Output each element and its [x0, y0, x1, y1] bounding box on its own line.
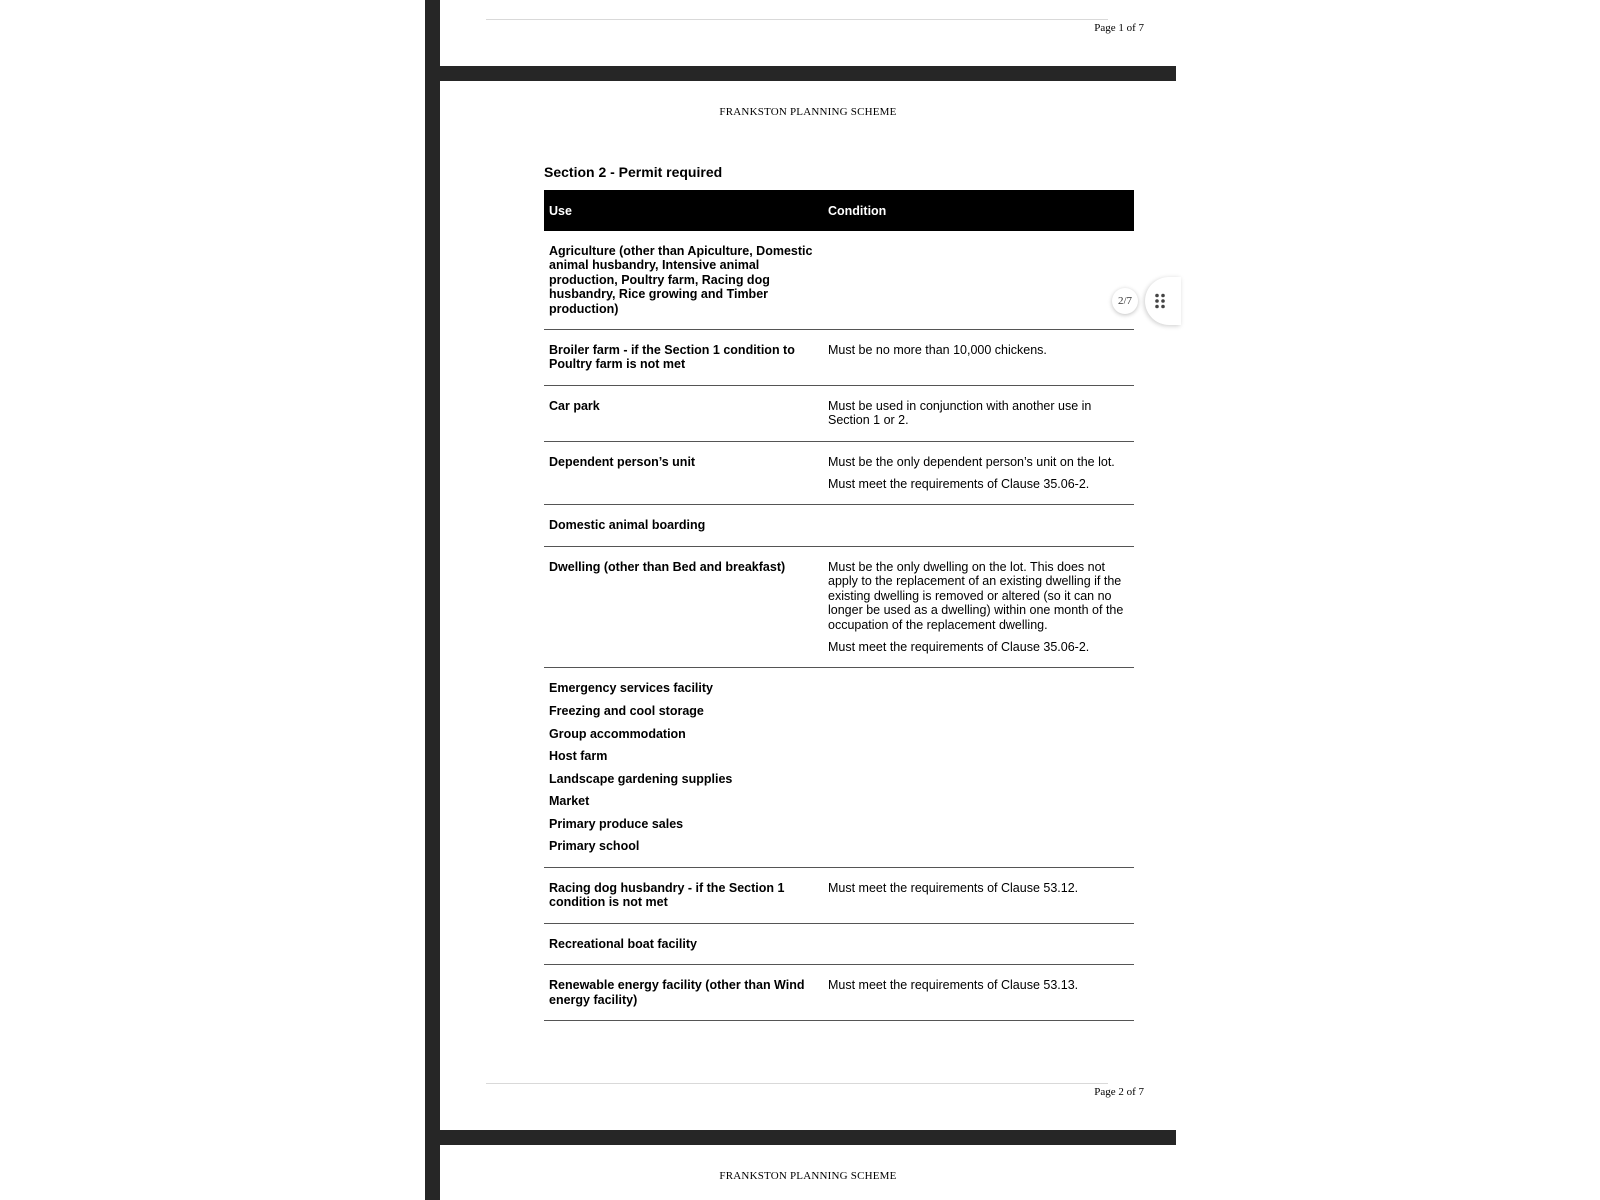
use-text: Recreational boat facility [549, 936, 697, 951]
use-text: Group accommodation [549, 726, 686, 741]
condition-text: Must meet the requirements of Clause 35.06-2. [828, 477, 1090, 492]
table-row [544, 231, 1134, 330]
use-text: Host farm [549, 749, 608, 764]
table-row [544, 547, 1134, 668]
footer-rule [486, 1083, 1108, 1084]
table-header-row [544, 190, 1134, 231]
use-cell [544, 937, 828, 951]
use-text: Car park [549, 398, 600, 413]
use-cell [544, 978, 828, 1007]
page-footer-label: Page 2 of 7 [1094, 1086, 1144, 1098]
condition-text: Must meet the requirements of Clause 53.13. [828, 978, 1079, 993]
condition-cell [828, 978, 1134, 1007]
use-cell [544, 343, 828, 372]
use-text: Racing dog husbandry - if the Section 1 condition is not met [549, 880, 785, 910]
condition-text: Must be the only dwelling on the lot. This does not apply to the replacement of an existing dwelling if the existing dwelling is removed or altered (so it can no longer be used as a dwelling) within one month of the occupation of the replacement dwelling. [828, 559, 1124, 632]
condition-cell [828, 343, 1134, 372]
use-text: Market [549, 794, 590, 809]
use-text: Dependent person’s unit [549, 454, 696, 469]
condition-cell [828, 681, 1134, 854]
use-text: Primary produce sales [549, 816, 684, 831]
use-cell [544, 681, 828, 854]
table-body [544, 231, 1134, 1021]
permit-table [544, 190, 1134, 1021]
condition-text: Must meet the requirements of Clause 53.12. [828, 880, 1079, 895]
condition-cell [828, 399, 1134, 428]
use-text: Primary school [549, 839, 640, 854]
use-cell [544, 560, 828, 654]
table-row [544, 668, 1134, 868]
use-text: Domestic animal boarding [549, 518, 706, 533]
use-text: Renewable energy facility (other than Wind energy facility) [549, 978, 805, 1007]
use-cell [544, 399, 828, 428]
use-text: Freezing and cool storage [549, 703, 704, 718]
table-row [544, 386, 1134, 442]
page-indicator: 2/7 [1112, 288, 1138, 314]
condition-text: Must be used in conjunction with another use in Section 1 or 2. [828, 398, 1092, 428]
condition-cell [828, 881, 1134, 910]
table-row [544, 442, 1134, 506]
use-text: Emergency services facility [549, 681, 713, 696]
table-row [544, 965, 1134, 1021]
condition-text: Must meet the requirements of Clause 35.06-2. [828, 639, 1090, 654]
use-cell [544, 518, 828, 532]
pdf-page-2 [440, 81, 1176, 1130]
table-row [544, 330, 1134, 386]
use-cell [544, 881, 828, 910]
page-header: FRANKSTON PLANNING SCHEME [719, 106, 897, 118]
column-header-use: Use [549, 203, 572, 218]
pdf-page-1 [440, 0, 1176, 66]
table-row [544, 868, 1134, 924]
condition-cell [828, 244, 1134, 316]
drag-handle-icon [1155, 293, 1165, 309]
table-row [544, 505, 1134, 546]
page-header: FRANKSTON PLANNING SCHEME [719, 1170, 897, 1182]
table-row [544, 924, 1134, 965]
condition-cell [828, 560, 1134, 654]
use-text: Agriculture (other than Apiculture, Domestic animal husbandry, Intensive animal production, Poultry farm, Racing dog husbandry, Rice growing and Timber production) [549, 244, 813, 316]
column-header-condition: Condition [828, 203, 887, 218]
condition-cell [828, 518, 1134, 532]
condition-cell [828, 455, 1134, 492]
page-footer-label: Page 1 of 7 [1094, 22, 1144, 34]
use-text: Broiler farm - if the Section 1 condition to Poultry farm is not met [549, 343, 795, 372]
use-text: Dwelling (other than Bed and breakfast) [549, 559, 786, 574]
use-cell [544, 244, 828, 316]
footer-rule [486, 19, 1108, 20]
condition-cell [828, 937, 1134, 951]
condition-text: Must be no more than 10,000 chickens. [828, 343, 1047, 358]
section-title: Section 2 - Permit required [544, 164, 723, 180]
condition-text: Must be the only dependent person’s unit on the lot. [828, 454, 1115, 469]
pdf-page-3 [440, 1145, 1176, 1200]
use-cell [544, 455, 828, 492]
use-text: Landscape gardening supplies [549, 771, 733, 786]
